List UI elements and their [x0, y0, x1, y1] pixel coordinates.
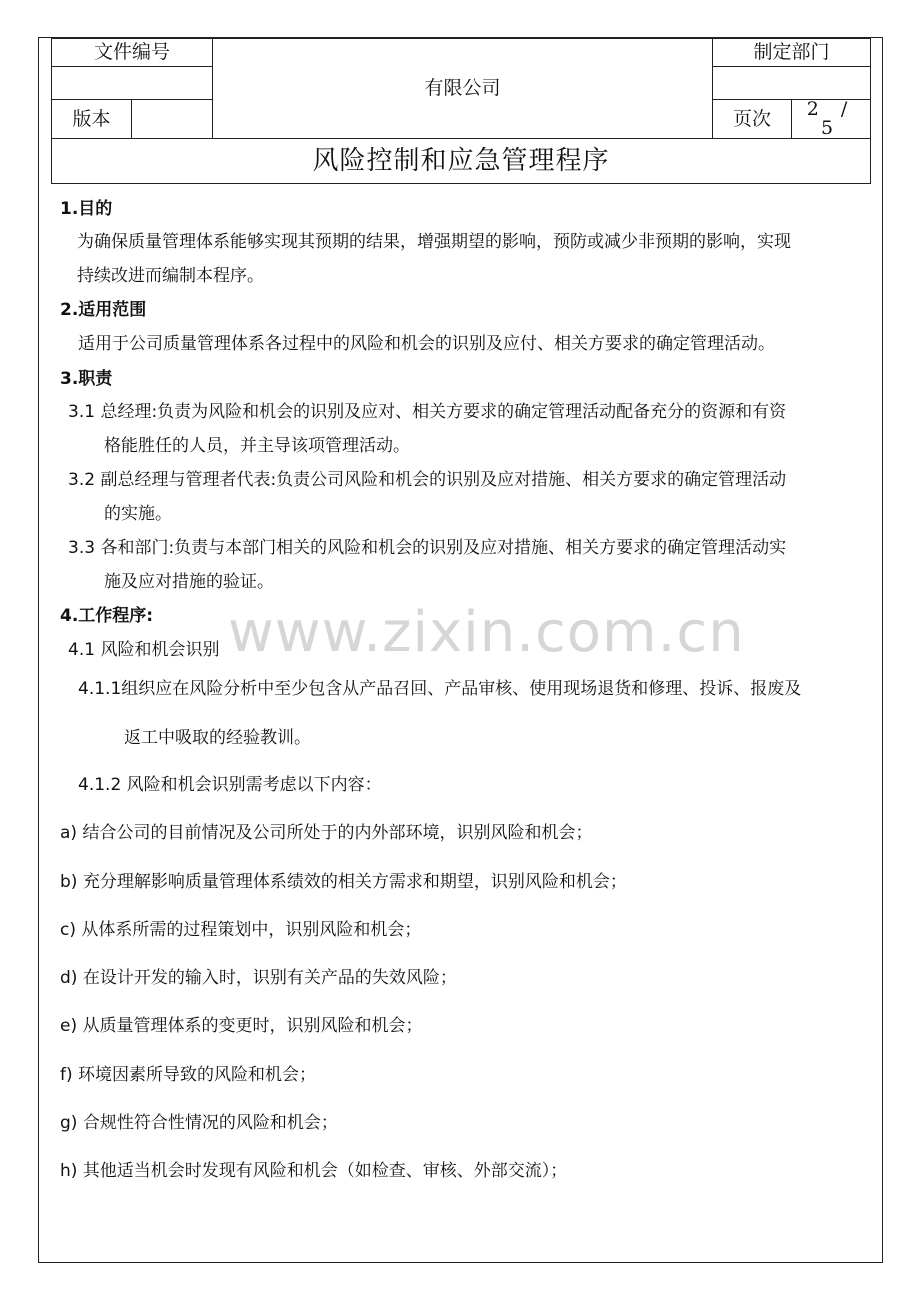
- scope-text: 适用于公司质量管理体系各过程中的风险和机会的识别及应付、相关方要求的确定管理活动。: [78, 334, 775, 354]
- duty-3-3-line-1: 3.3 各和部门:负责与本部门相关的风险和机会的识别及应对措施、相关方要求的确定管理活动实: [68, 538, 787, 558]
- page-label: 页次: [713, 100, 792, 139]
- procedure-heading: 4.工作程序:: [60, 606, 154, 626]
- dept-label: 制定部门: [713, 39, 871, 67]
- version-label: 版本: [52, 100, 132, 139]
- list-item: h) 其他适当机会时发现有风险和机会（如检查、审核、外部交流）；: [60, 1161, 568, 1181]
- list-item: c) 从体系所需的过程策划中，识别风险和机会；: [60, 920, 422, 940]
- document-title: 风险控制和应急管理程序: [52, 139, 871, 184]
- procedure-4-1-2: 4.1.2 风险和机会识别需考虑以下内容：: [78, 775, 382, 795]
- scope-heading: 2.适用范围: [60, 300, 147, 320]
- procedure-4-1-1-line-2: 返工中吸取的经验教训。: [124, 728, 311, 748]
- purpose-line-1: 为确保质量管理体系能够实现其预期的结果，增强期望的影响，预防或减少非预期的影响，实现: [77, 232, 791, 252]
- company-name: 有限公司: [213, 39, 713, 139]
- purpose-heading: 1.目的: [60, 199, 113, 219]
- watermark: www.zixin.com.cn: [228, 600, 745, 665]
- list-item: d) 在设计开发的输入时，识别有关产品的失效风险；: [60, 968, 457, 988]
- duty-3-1-line-2: 格能胜任的人员，并主导该项管理活动。: [104, 436, 410, 456]
- list-item: b) 充分理解影响质量管理体系绩效的相关方需求和期望，识别风险和机会；: [60, 872, 627, 892]
- list-item: a) 结合公司的目前情况及公司所处于的内外部环境，识别风险和机会；: [60, 823, 593, 843]
- purpose-line-2: 持续改进而编制本程序。: [77, 266, 264, 286]
- duty-3-1-line-1: 3.1 总经理:负责为风险和机会的识别及应对、相关方要求的确定管理活动配备充分的资源和有资: [68, 402, 787, 422]
- duty-3-2-line-1: 3.2 副总经理与管理者代表:负责公司风险和机会的识别及应对措施、相关方要求的确定管理活动: [68, 470, 787, 490]
- list-item: g) 合规性符合性情况的风险和机会；: [60, 1113, 338, 1133]
- list-item: f) 环境因素所导致的风险和机会；: [60, 1065, 317, 1085]
- page-number: 2 / 5: [792, 100, 871, 139]
- duty-3-2-line-2: 的实施。: [104, 504, 172, 524]
- doc-number-value: [52, 67, 213, 100]
- version-value: [132, 100, 213, 139]
- list-item: e) 从质量管理体系的变更时，识别风险和机会；: [60, 1016, 423, 1036]
- document-header-table: [51, 38, 871, 184]
- duty-3-3-line-2: 施及应对措施的验证。: [104, 572, 274, 592]
- duty-heading: 3.职责: [60, 369, 113, 389]
- procedure-4-1-1-line-1: 4.1.1组织应在风险分析中至少包含从产品召回、产品审核、使用现场退货和修理、投诉、报废及: [78, 679, 802, 699]
- doc-number-label: 文件编号: [52, 39, 213, 67]
- dept-value: [713, 67, 871, 100]
- procedure-4-1: 4.1 风险和机会识别: [68, 640, 220, 660]
